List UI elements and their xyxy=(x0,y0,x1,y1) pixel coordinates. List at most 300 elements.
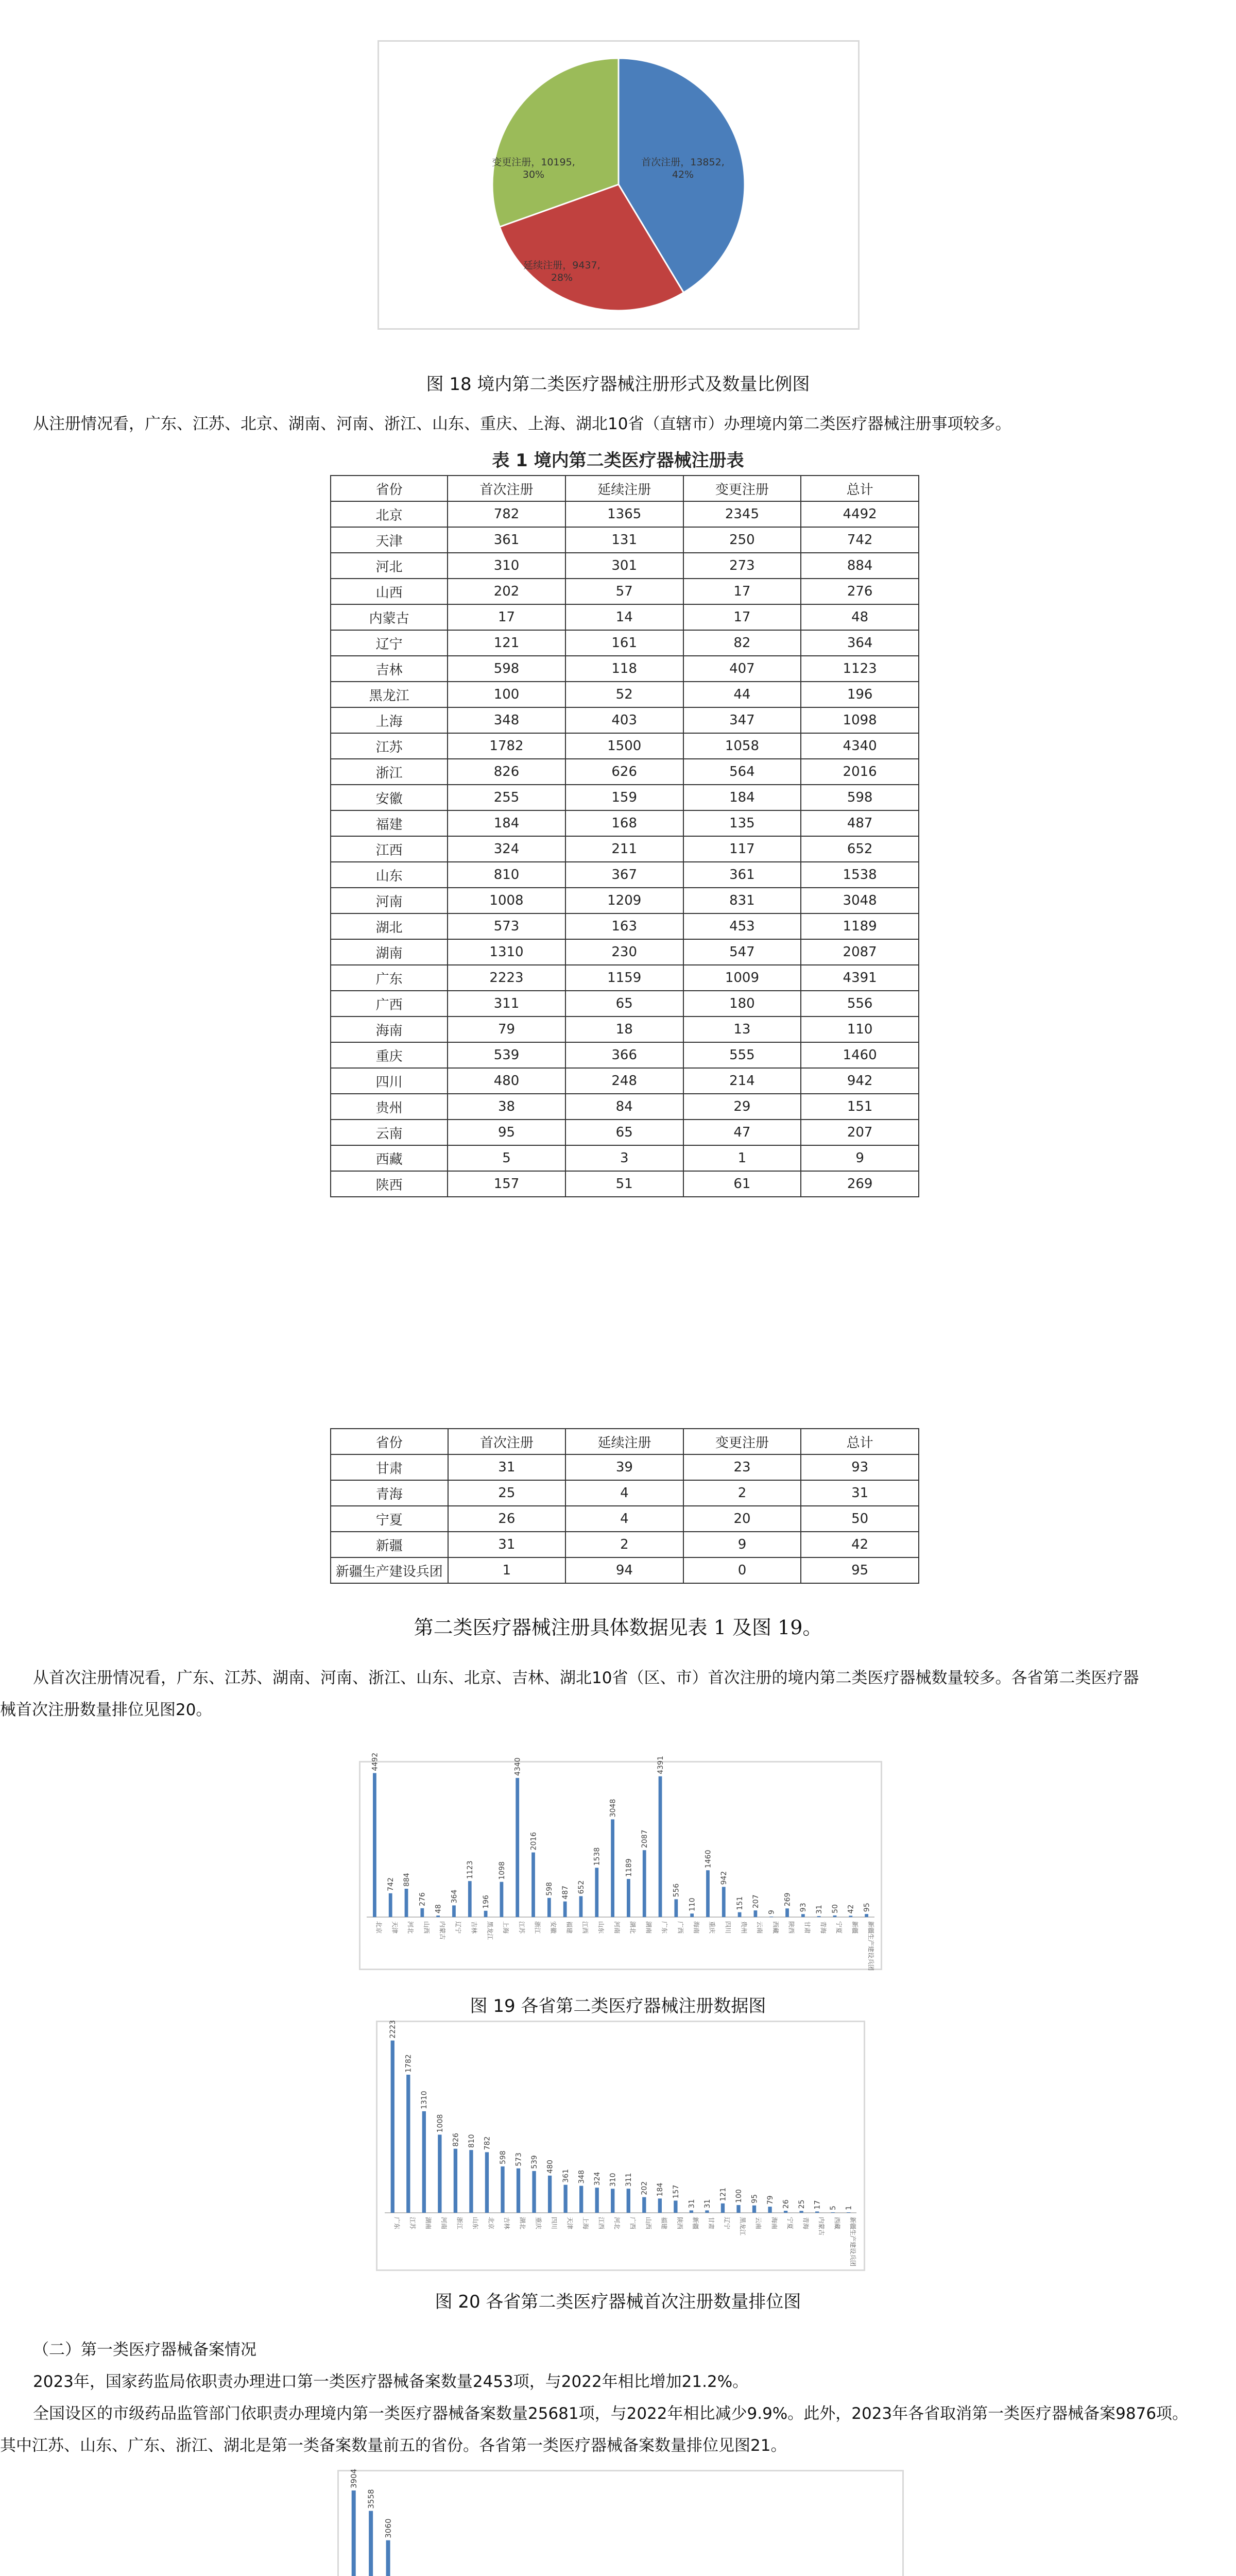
bar xyxy=(690,2210,693,2213)
bar-category-label: 青海 xyxy=(819,1921,827,1934)
bar-value-label: 269 xyxy=(783,1892,792,1907)
table1-cell: 44 xyxy=(683,682,801,707)
table1-cell: 湖南 xyxy=(331,939,448,965)
table1-row xyxy=(331,759,919,785)
bar xyxy=(420,1908,424,1917)
bar-category-label: 新疆生产建设兵团 xyxy=(867,1921,874,1971)
table1-row xyxy=(331,1120,919,1145)
bar xyxy=(452,1905,456,1917)
bar xyxy=(531,1853,535,1917)
bar xyxy=(801,1914,805,1917)
table1-cell: 810 xyxy=(448,862,565,888)
fig18-frame xyxy=(377,40,860,330)
bar-value-label: 487 xyxy=(561,1885,570,1900)
table1-cell: 95 xyxy=(448,1120,565,1145)
table1-cell: 61 xyxy=(683,1171,801,1197)
bar-value-label: 1098 xyxy=(497,1861,506,1880)
table2-header: 总计 xyxy=(801,1429,919,1454)
bar-value-label: 3904 xyxy=(349,2468,358,2488)
bar-category-label: 西藏 xyxy=(833,2217,841,2230)
bar xyxy=(485,2152,489,2213)
table1-cell: 564 xyxy=(683,759,801,785)
bar xyxy=(721,2204,725,2213)
table1-cell: 942 xyxy=(801,1068,919,1094)
bar-value-label: 184 xyxy=(656,2182,665,2197)
table1-cell: 江西 xyxy=(331,836,448,862)
table1-cell: 573 xyxy=(448,913,565,939)
fig19-bar-chart xyxy=(360,1752,881,1971)
table1-cell: 161 xyxy=(565,630,683,656)
bar-category-label: 宁夏 xyxy=(835,1921,843,1934)
table1-cell: 湖北 xyxy=(331,913,448,939)
bar xyxy=(611,1819,614,1917)
bar xyxy=(768,2207,771,2213)
table1-cell: 2223 xyxy=(448,965,565,991)
table2-cell: 31 xyxy=(801,1480,919,1506)
bar-category-label: 陕西 xyxy=(676,2217,684,2230)
table1-row xyxy=(331,682,919,707)
table1-cell: 陕西 xyxy=(331,1171,448,1197)
bar-category-label: 广东 xyxy=(661,1921,668,1934)
table1-cell: 211 xyxy=(565,836,683,862)
table1-row xyxy=(331,888,919,913)
bar-value-label: 50 xyxy=(831,1904,839,1913)
bar-category-label: 江苏 xyxy=(518,1921,525,1934)
bar-category-label: 宁夏 xyxy=(786,2217,794,2230)
table1-cell: 2087 xyxy=(801,939,919,965)
bar xyxy=(674,1899,678,1917)
table1-cell: 324 xyxy=(448,836,565,862)
bar-value-label: 598 xyxy=(499,2150,507,2165)
bar xyxy=(501,2166,504,2213)
bar-value-label: 4391 xyxy=(656,1756,665,1774)
table1-cell: 348 xyxy=(448,707,565,733)
table1-cell: 山西 xyxy=(331,579,448,604)
bar xyxy=(674,2200,677,2213)
table2-cell: 4 xyxy=(565,1506,683,1532)
table1-cell: 556 xyxy=(801,991,919,1016)
table2-row xyxy=(331,1532,919,1557)
table1-cell: 江苏 xyxy=(331,733,448,759)
table1-cell: 180 xyxy=(683,991,801,1016)
table1-cell: 196 xyxy=(801,682,919,707)
table1-cell: 555 xyxy=(683,1042,801,1068)
bar-value-label: 598 xyxy=(545,1882,554,1896)
table2-row xyxy=(331,1454,919,1480)
sec2-paragraph-2a: 全国设区的市级药品监管部门依职责办理境内第一类医疗器械备案数量25681项，与2022年相比减少9.9%。此外，2023年各省取消第一类医疗器械备案9876项。 xyxy=(33,2404,1189,2423)
table1 xyxy=(330,475,919,1197)
table1-cell: 4391 xyxy=(801,965,919,991)
bar-value-label: 556 xyxy=(672,1883,681,1897)
table2-cell: 20 xyxy=(683,1506,801,1532)
bar-value-label: 884 xyxy=(402,1873,411,1887)
bar-category-label: 内蒙古 xyxy=(817,2217,825,2236)
bar-category-label: 青海 xyxy=(802,2217,810,2230)
bar-category-label: 吉林 xyxy=(503,2217,511,2230)
table1-row xyxy=(331,991,919,1016)
table1-cell: 151 xyxy=(801,1094,919,1120)
bar xyxy=(369,2511,373,2576)
bar-value-label: 1782 xyxy=(404,2054,413,2073)
table1-cell: 47 xyxy=(683,1120,801,1145)
table2-cell: 1 xyxy=(448,1557,566,1583)
table1-cell: 5 xyxy=(448,1145,565,1171)
bar-category-label: 湖南 xyxy=(424,2217,432,2230)
bar xyxy=(658,2198,662,2213)
bar-category-label: 辽宁 xyxy=(723,2217,731,2230)
bar-category-label: 浙江 xyxy=(534,1921,541,1934)
bar xyxy=(659,1776,662,1917)
table1-cell: 1209 xyxy=(565,888,683,913)
table1-cell: 884 xyxy=(801,553,919,579)
table1-cell: 广东 xyxy=(331,965,448,991)
bar-category-label: 山西 xyxy=(423,1921,431,1934)
bar-category-label: 辽宁 xyxy=(454,1921,462,1934)
bar-category-label: 新疆 xyxy=(851,1921,859,1934)
table1-cell: 贵州 xyxy=(331,1094,448,1120)
bar xyxy=(436,1916,440,1917)
table1-row xyxy=(331,1068,919,1094)
bar-category-label: 广东 xyxy=(393,2217,401,2230)
table1-cell: 539 xyxy=(448,1042,565,1068)
bar-category-label: 黑龙江 xyxy=(739,2217,747,2236)
table1-cell: 1009 xyxy=(683,965,801,991)
bar-category-label: 北京 xyxy=(487,2217,495,2230)
bar-category-label: 福建 xyxy=(565,1921,573,1934)
table1-cell: 西藏 xyxy=(331,1145,448,1171)
text-first-registration-b: 械首次注册数量排位见图20。 xyxy=(0,1701,212,1719)
text-first-registration-a: 从首次注册情况看，广东、江苏、湖南、河南、浙江、山东、北京、吉林、湖北10省（区、市）首次注册的境内第二类医疗器械数量较多。各省第二类医疗器 xyxy=(33,1669,1139,1687)
bar xyxy=(595,2188,599,2213)
table1-cell: 内蒙古 xyxy=(331,604,448,630)
bar xyxy=(389,1893,392,1917)
table1-cell: 1058 xyxy=(683,733,801,759)
table1-cell: 157 xyxy=(448,1171,565,1197)
pie-slice-label: 延续注册，9437, 28% xyxy=(523,260,600,283)
table1-cell: 652 xyxy=(801,836,919,862)
table1-cell: 311 xyxy=(448,991,565,1016)
bar xyxy=(391,2041,394,2213)
table2-cell: 31 xyxy=(448,1532,566,1557)
bar xyxy=(532,2171,536,2213)
bar-category-label: 河北 xyxy=(613,2217,621,2230)
table1-cell: 84 xyxy=(565,1094,683,1120)
table1-cell: 17 xyxy=(683,579,801,604)
table1-row xyxy=(331,656,919,682)
bar xyxy=(627,2189,630,2213)
bar xyxy=(484,1911,488,1917)
bar-value-label: 2223 xyxy=(389,2020,398,2039)
table2-header: 变更注册 xyxy=(683,1429,801,1454)
bar-category-label: 贵州 xyxy=(740,1921,748,1934)
table1-cell: 广西 xyxy=(331,991,448,1016)
table1-cell: 79 xyxy=(448,1016,565,1042)
table1-cell: 480 xyxy=(448,1068,565,1094)
table1-cell: 1 xyxy=(683,1145,801,1171)
table2 xyxy=(330,1428,919,1584)
table1-row xyxy=(331,501,919,527)
bar-category-label: 黑龙江 xyxy=(486,1921,494,1940)
table1-cell: 100 xyxy=(448,682,565,707)
table1-row xyxy=(331,913,919,939)
table1-cell: 367 xyxy=(565,862,683,888)
bar-category-label: 云南 xyxy=(754,2217,762,2230)
bar xyxy=(548,2176,552,2213)
bar-value-label: 480 xyxy=(546,2160,555,2174)
bar-category-label: 吉林 xyxy=(470,1921,478,1934)
bar xyxy=(547,1898,551,1917)
table2-row xyxy=(331,1480,919,1506)
bar-value-label: 3558 xyxy=(366,2489,376,2509)
bar-category-label: 江西 xyxy=(581,1921,589,1934)
table1-cell: 13 xyxy=(683,1016,801,1042)
table1-cell: 北京 xyxy=(331,501,448,527)
bar xyxy=(722,1887,726,1917)
table2-cell: 94 xyxy=(565,1557,683,1583)
bar xyxy=(438,2134,441,2213)
table1-cell: 1123 xyxy=(801,656,919,682)
bar-value-label: 3060 xyxy=(383,2518,393,2538)
bar-value-label: 48 xyxy=(434,1904,443,1914)
bar xyxy=(815,2211,819,2213)
bar-value-label: 1460 xyxy=(704,1850,713,1869)
bar xyxy=(705,2210,709,2213)
table1-cell: 云南 xyxy=(331,1120,448,1145)
bar-value-label: 31 xyxy=(703,2199,712,2209)
table1-cell: 安徽 xyxy=(331,785,448,810)
table2-cell: 42 xyxy=(801,1532,919,1557)
table1-cell: 1189 xyxy=(801,913,919,939)
bar xyxy=(579,1896,583,1917)
bar-value-label: 782 xyxy=(483,2136,492,2150)
table1-row xyxy=(331,862,919,888)
bar-value-label: 826 xyxy=(452,2133,460,2147)
table1-cell: 1310 xyxy=(448,939,565,965)
table1-cell: 159 xyxy=(565,785,683,810)
table2-cell: 新疆生产建设兵团 xyxy=(331,1557,448,1583)
table1-row xyxy=(331,939,919,965)
bar xyxy=(517,2168,520,2213)
sec2-paragraph-1: 2023年，国家药监局依职责办理进口第一类医疗器械备案数量2453项，与2022年相比增加21.2%。 xyxy=(33,2372,749,2391)
bar-value-label: 742 xyxy=(387,1877,396,1891)
table1-row xyxy=(331,630,919,656)
bar-category-label: 陕西 xyxy=(787,1921,795,1934)
table2-row xyxy=(331,1506,919,1532)
table1-cell: 海南 xyxy=(331,1016,448,1042)
table2-cell: 26 xyxy=(448,1506,566,1532)
bar-category-label: 海南 xyxy=(770,2217,778,2230)
bar-value-label: 25 xyxy=(798,2199,806,2209)
bar xyxy=(706,1870,710,1917)
table2-cell: 93 xyxy=(801,1454,919,1480)
bar-value-label: 31 xyxy=(815,1905,824,1914)
bar-value-label: 942 xyxy=(720,1871,729,1885)
table1-cell: 17 xyxy=(683,604,801,630)
bar-category-label: 天津 xyxy=(566,2217,574,2230)
table1-cell: 2345 xyxy=(683,501,801,527)
table1-cell: 121 xyxy=(448,630,565,656)
table2-cell: 31 xyxy=(448,1454,566,1480)
table2-cell: 23 xyxy=(683,1454,801,1480)
table1-cell: 65 xyxy=(565,1120,683,1145)
table1-cell: 14 xyxy=(565,604,683,630)
bar-value-label: 1008 xyxy=(436,2114,444,2133)
table1-row xyxy=(331,785,919,810)
table1-cell: 269 xyxy=(801,1171,919,1197)
fig20-frame xyxy=(376,2021,865,2271)
bar-category-label: 新疆 xyxy=(692,2217,699,2230)
table1-cell: 辽宁 xyxy=(331,630,448,656)
table1-cell: 57 xyxy=(565,579,683,604)
bar-category-label: 重庆 xyxy=(708,1921,716,1934)
bar-category-label: 河南 xyxy=(440,2217,448,2230)
table1-row xyxy=(331,527,919,553)
table2-cell: 2 xyxy=(565,1532,683,1557)
table1-header: 省份 xyxy=(331,476,448,501)
sec2-paragraph-2b: 其中江苏、山东、广东、浙江、湖北是第一类备案数量前五的省份。各省第一类医疗器械备案数量排位见图21。 xyxy=(0,2436,787,2455)
table1-cell: 255 xyxy=(448,785,565,810)
bar-category-label: 广西 xyxy=(629,2217,637,2230)
bar-value-label: 31 xyxy=(688,2199,696,2209)
table1-cell: 1500 xyxy=(565,733,683,759)
fig19-frame xyxy=(359,1752,882,1971)
bar xyxy=(847,2212,850,2213)
bar-category-label: 上海 xyxy=(581,2217,589,2230)
bar-value-label: 311 xyxy=(625,2173,633,2187)
bar-value-label: 95 xyxy=(750,2194,759,2204)
bar-category-label: 湖南 xyxy=(645,1921,653,1934)
table1-cell: 38 xyxy=(448,1094,565,1120)
bar-value-label: 202 xyxy=(640,2181,649,2195)
bar xyxy=(352,2490,356,2576)
table1-cell: 福建 xyxy=(331,810,448,836)
table2-cell: 9 xyxy=(683,1532,801,1557)
table1-cell: 184 xyxy=(448,810,565,836)
bar-category-label: 云南 xyxy=(756,1921,764,1934)
bar-value-label: 2016 xyxy=(529,1832,538,1851)
bar xyxy=(386,2540,390,2576)
table1-cell: 1008 xyxy=(448,888,565,913)
bar-category-label: 四川 xyxy=(550,2217,558,2230)
bar-category-label: 山西 xyxy=(645,2217,652,2230)
bar-value-label: 652 xyxy=(577,1880,586,1894)
bar xyxy=(469,2150,473,2213)
table1-cell: 吉林 xyxy=(331,656,448,682)
bar-value-label: 1123 xyxy=(466,1860,475,1879)
table1-cell: 135 xyxy=(683,810,801,836)
fig20-caption: 图 20 各省第二类医疗器械首次注册数量排位图 xyxy=(435,2292,801,2312)
fig21-frame xyxy=(337,2470,904,2576)
table1-cell: 4340 xyxy=(801,733,919,759)
bar xyxy=(627,1879,630,1917)
table1-cell: 65 xyxy=(565,991,683,1016)
bar-category-label: 江西 xyxy=(597,2217,605,2230)
bar xyxy=(799,2211,803,2213)
sec2-heading: （二）第一类医疗器械备案情况 xyxy=(33,2341,256,2359)
table1-row xyxy=(331,810,919,836)
bar-value-label: 121 xyxy=(719,2188,728,2201)
bar xyxy=(785,1908,789,1917)
table1-cell: 250 xyxy=(683,527,801,553)
bar-value-label: 276 xyxy=(418,1892,427,1906)
table2-cell: 4 xyxy=(565,1480,683,1506)
bar-category-label: 江苏 xyxy=(409,2217,416,2230)
bar xyxy=(642,2197,646,2213)
table1-row xyxy=(331,553,919,579)
bar xyxy=(833,1916,837,1917)
table2-cell: 0 xyxy=(683,1557,801,1583)
bar-value-label: 361 xyxy=(562,2168,571,2183)
table1-cell: 547 xyxy=(683,939,801,965)
bar-category-label: 内蒙古 xyxy=(438,1921,446,1940)
bar-value-label: 1538 xyxy=(593,1847,602,1866)
bar-category-label: 上海 xyxy=(502,1921,510,1934)
bar-category-label: 重庆 xyxy=(535,2217,542,2230)
bar-value-label: 93 xyxy=(799,1903,808,1912)
bar-category-label: 四川 xyxy=(724,1921,732,1934)
table1-cell: 1159 xyxy=(565,965,683,991)
table1-row xyxy=(331,579,919,604)
bar-value-label: 4340 xyxy=(513,1757,522,1776)
bar-value-label: 157 xyxy=(672,2184,680,2199)
bar-value-label: 3048 xyxy=(609,1799,617,1818)
text-table-reference: 第二类医疗器械注册具体数据见表 1 及图 19。 xyxy=(414,1616,822,1639)
table1-cell: 626 xyxy=(565,759,683,785)
bar-value-label: 5 xyxy=(829,2206,838,2210)
table1-cell: 1460 xyxy=(801,1042,919,1068)
table1-header: 首次注册 xyxy=(448,476,565,501)
bar-value-label: 539 xyxy=(530,2155,539,2169)
table1-cell: 207 xyxy=(801,1120,919,1145)
table1-header: 延续注册 xyxy=(565,476,683,501)
table1-cell: 361 xyxy=(448,527,565,553)
bar xyxy=(817,1916,821,1917)
table1-cell: 黑龙江 xyxy=(331,682,448,707)
bar-value-label: 207 xyxy=(751,1894,760,1909)
bar xyxy=(611,2189,614,2213)
table1-cell: 214 xyxy=(683,1068,801,1094)
bar-value-label: 95 xyxy=(863,1903,871,1912)
bar-category-label: 山东 xyxy=(472,2217,479,2230)
table2-cell: 50 xyxy=(801,1506,919,1532)
bar xyxy=(849,1916,852,1917)
bar xyxy=(405,1889,408,1917)
bar-value-label: 573 xyxy=(514,2153,523,2166)
bar-value-label: 1189 xyxy=(625,1858,633,1877)
table1-header-row xyxy=(331,476,919,501)
bar xyxy=(831,2212,835,2213)
bar-value-label: 324 xyxy=(593,2172,602,2186)
table1-cell: 52 xyxy=(565,682,683,707)
pie-slice-label: 变更注册，10195, 30% xyxy=(492,157,575,180)
table1-cell: 17 xyxy=(448,604,565,630)
bar-value-label: 79 xyxy=(766,2195,775,2205)
bar xyxy=(422,2111,426,2213)
bar xyxy=(454,2149,457,2213)
table1-header: 总计 xyxy=(801,476,919,501)
bar-value-label: 4492 xyxy=(371,1752,380,1771)
bar-category-label: 海南 xyxy=(692,1921,700,1934)
table1-cell: 上海 xyxy=(331,707,448,733)
table1-row xyxy=(331,1042,919,1068)
bar-value-label: 42 xyxy=(847,1904,855,1914)
table1-cell: 1782 xyxy=(448,733,565,759)
table1-row xyxy=(331,1145,919,1171)
table1-cell: 2016 xyxy=(801,759,919,785)
bar-category-label: 浙江 xyxy=(456,2217,464,2230)
table1-cell: 河北 xyxy=(331,553,448,579)
table1-cell: 403 xyxy=(565,707,683,733)
